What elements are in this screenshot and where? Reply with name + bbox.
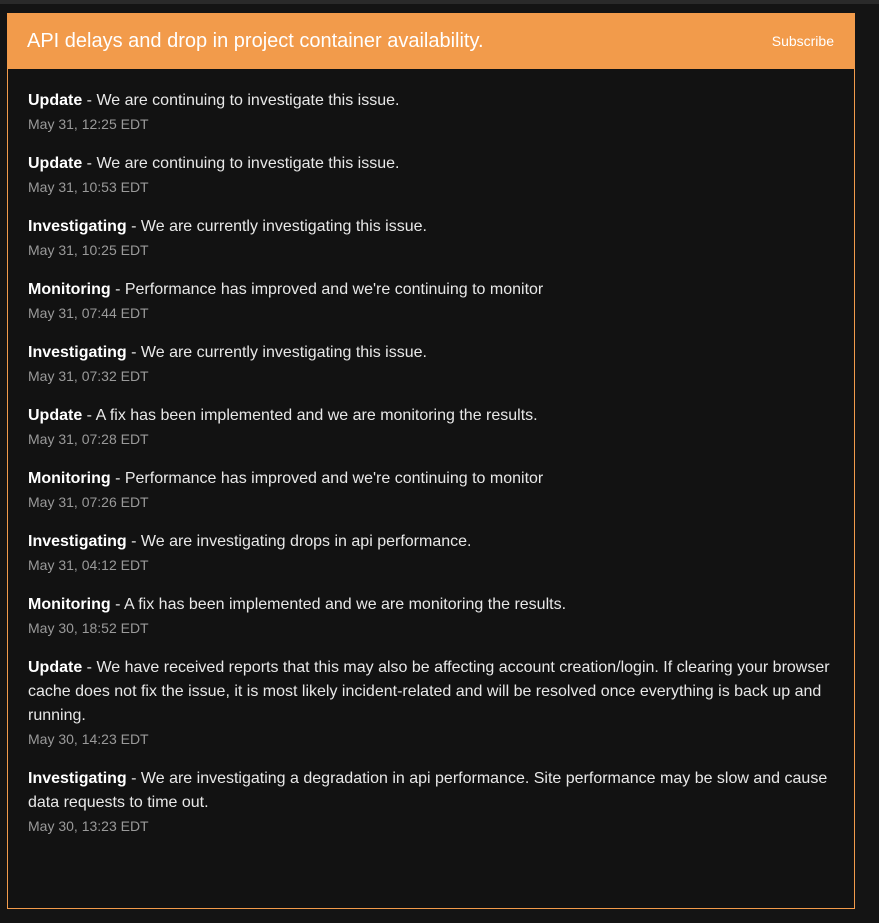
update-status: Update: [28, 92, 83, 109]
update-body: [28, 152, 834, 176]
update-entry: [28, 341, 834, 385]
update-status: Monitoring: [28, 470, 111, 487]
update-message: We have received reports that this may also be affecting account creation/login. If clearing your browser cache does not fix the issue, it is most likely incident-related and will be resolved once everything is back up and running.: [28, 659, 830, 724]
update-timestamp: May 31, 07:32 EDT: [28, 368, 149, 384]
update-message: A fix has been implemented and we are monitoring the results.: [95, 407, 538, 424]
update-status: Investigating: [28, 770, 127, 787]
update-body: [28, 593, 834, 617]
update-status: Investigating: [28, 344, 127, 361]
update-separator: -: [82, 659, 97, 676]
update-status: Investigating: [28, 533, 127, 550]
update-body: [28, 278, 834, 302]
update-separator: -: [82, 92, 97, 109]
update-timestamp: May 31, 10:25 EDT: [28, 242, 149, 258]
update-body: [28, 89, 834, 113]
update-timestamp: May 30, 14:23 EDT: [28, 731, 149, 747]
update-message: We are investigating a degradation in api performance. Site performance may be slow and cause data requests to time out.: [28, 770, 828, 811]
update-message: We are investigating drops in api performance.: [140, 533, 472, 550]
update-timestamp: May 30, 18:52 EDT: [28, 620, 149, 636]
update-entry: [28, 215, 834, 259]
update-body: [28, 767, 834, 815]
update-entry: [28, 593, 834, 637]
update-body: [28, 404, 834, 428]
update-separator: -: [126, 344, 141, 361]
incident-card: [7, 13, 855, 909]
update-entry: [28, 89, 834, 133]
update-entry: [28, 152, 834, 196]
update-body: [28, 341, 834, 365]
update-message: We are currently investigating this issue.: [140, 344, 427, 361]
update-entry: [28, 767, 834, 835]
update-body: [28, 215, 834, 239]
update-entry: [28, 530, 834, 574]
update-status: Monitoring: [28, 596, 111, 613]
update-separator: -: [126, 218, 141, 235]
update-message: We are continuing to investigate this issue.: [96, 155, 400, 172]
update-message: Performance has improved and we're continuing to monitor: [124, 470, 544, 487]
update-entry: [28, 404, 834, 448]
update-message: We are continuing to investigate this issue.: [96, 92, 400, 109]
update-status: Investigating: [28, 218, 127, 235]
update-separator: -: [110, 596, 124, 613]
update-status: Update: [28, 155, 83, 172]
update-timestamp: May 30, 13:23 EDT: [28, 818, 149, 834]
update-separator: -: [82, 407, 96, 424]
update-separator: -: [110, 470, 125, 487]
top-bar: [0, 0, 879, 4]
update-message: Performance has improved and we're continuing to monitor: [124, 281, 544, 298]
update-body: [28, 530, 834, 554]
update-body: [28, 467, 834, 491]
update-timestamp: May 31, 07:26 EDT: [28, 494, 149, 510]
update-timestamp: May 31, 07:44 EDT: [28, 305, 149, 321]
update-status: Update: [28, 407, 83, 424]
incident-header: [8, 14, 854, 69]
update-timestamp: May 31, 12:25 EDT: [28, 116, 149, 132]
subscribe-button[interactable]: Subscribe: [771, 32, 834, 49]
update-body: [28, 656, 834, 728]
update-separator: -: [126, 533, 141, 550]
update-status: Monitoring: [28, 281, 111, 298]
update-entry: [28, 278, 834, 322]
update-timestamp: May 31, 07:28 EDT: [28, 431, 149, 447]
update-timestamp: May 31, 04:12 EDT: [28, 557, 149, 573]
update-separator: -: [82, 155, 97, 172]
update-entry: [28, 467, 834, 511]
update-message: A fix has been implemented and we are monitoring the results.: [123, 596, 567, 613]
updates-list: [8, 69, 854, 835]
update-status: Update: [28, 659, 83, 676]
update-separator: -: [110, 281, 125, 298]
update-entry: [28, 656, 834, 748]
update-message: We are currently investigating this issue.: [140, 218, 427, 235]
update-separator: -: [126, 770, 141, 787]
update-timestamp: May 31, 10:53 EDT: [28, 179, 149, 195]
incident-title: API delays and drop in project container availability.: [27, 30, 484, 52]
